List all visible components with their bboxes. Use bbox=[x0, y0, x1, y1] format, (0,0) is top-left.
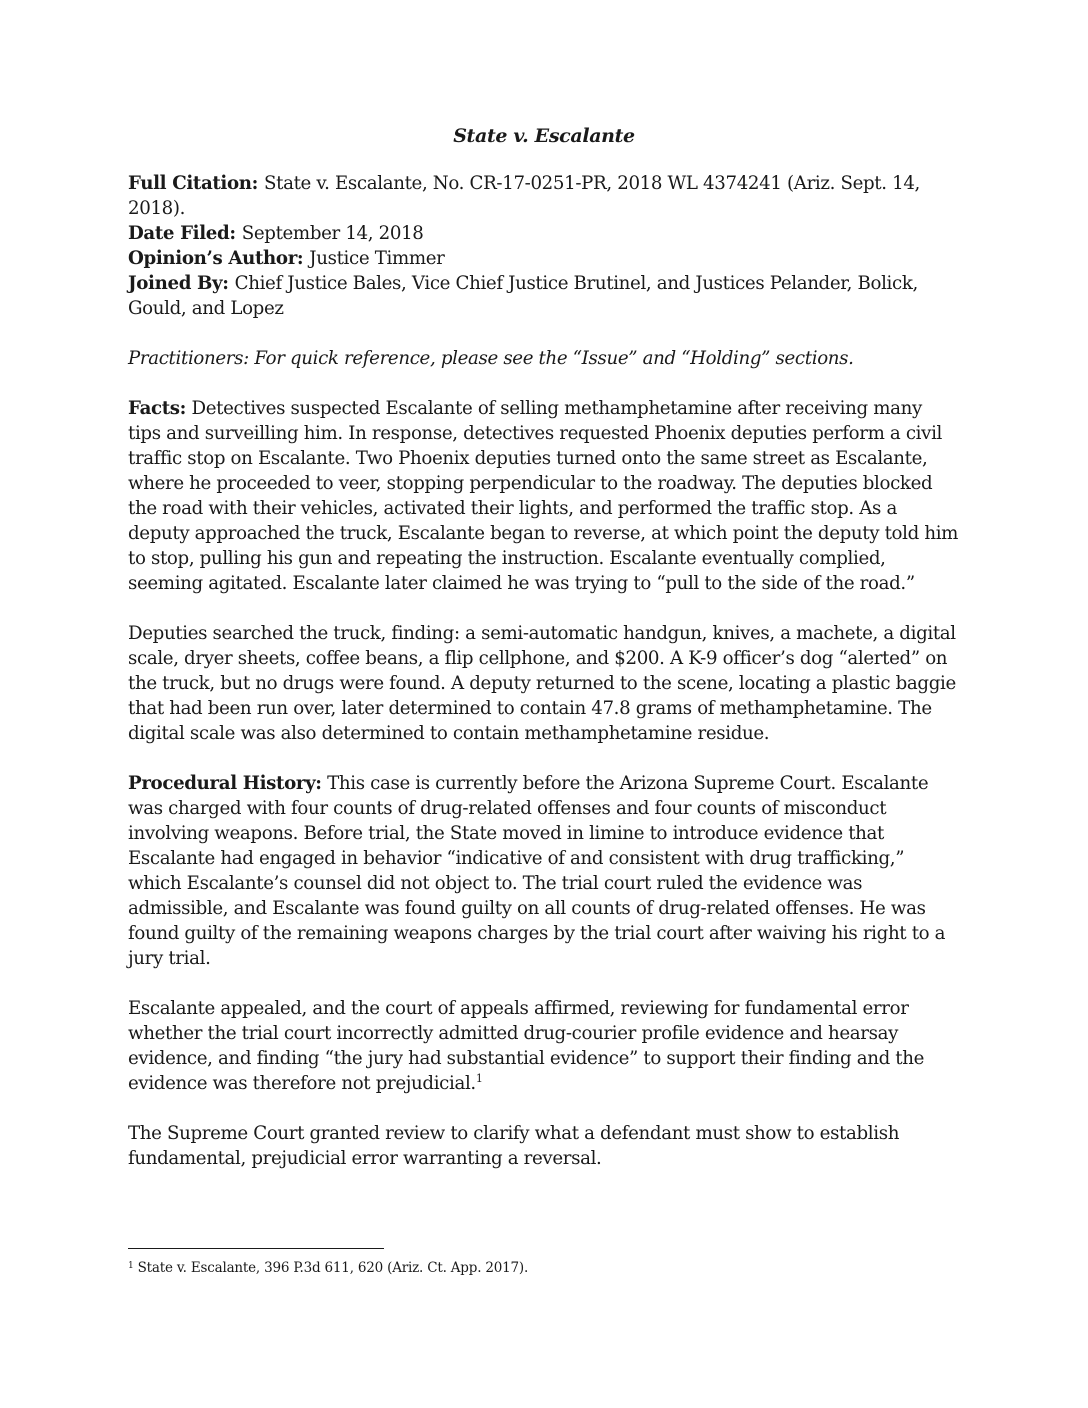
facts-paragraph-2: Deputies searched the truck, finding: a semi-automatic handgun, knives, a machete, a digital scale, dryer sheets, coffee beans, a flip cellphone, and $200. A K-9 officer’s dog “alerted” on the truck, but no drugs were found. A deputy returned to the scene, locating a plastic baggie that had been run over, later determined to contain 47.8 grams of methamphetamine. The digital scale was also determined to contain methamphetamine residue. bbox=[128, 623, 956, 744]
footnote bbox=[128, 1259, 960, 1277]
procedural-history-label: Procedural History: bbox=[128, 773, 322, 794]
footnote-number: 1 bbox=[128, 1261, 134, 1271]
supreme-court-paragraph: The Supreme Court granted review to clarify what a defendant must show to establish fundamental, prejudicial error warranting a reversal. bbox=[128, 1123, 900, 1169]
appeal-paragraph bbox=[128, 996, 960, 1096]
procedural-history-paragraph bbox=[128, 771, 960, 971]
full-citation bbox=[128, 171, 960, 221]
procedural-history-text: This case is currently before the Arizona Supreme Court. Escalante was charged with four counts of drug-related offenses and four counts of misconduct involving weapons. Before trial, the State moved in limine to introduce evidence that Escalante had engaged in behavior “indicative of and consistent with drug trafficking,” which Escalante’s counsel did not object to. The trial court ruled the evidence was admissible, and Escalante was found guilty on all counts of drug-related offenses. He was found guilty of the remaining weapons charges by the trial court after waiving his right to a jury trial. bbox=[128, 773, 946, 969]
joined-by bbox=[128, 271, 960, 321]
full-citation-label: Full Citation: bbox=[128, 173, 259, 194]
joined-by-value: Chief Justice Bales, Vice Chief Justice Brutinel, and Justices Pelander, Bolick, Gould, and Lopez bbox=[128, 273, 918, 319]
facts-paragraph bbox=[128, 396, 960, 596]
practitioners-note: Practitioners: For quick reference, please see the “Issue” and “Holding” sections. bbox=[128, 348, 854, 369]
case-title: State v. Escalante bbox=[453, 125, 635, 147]
date-filed-value: September 14, 2018 bbox=[241, 223, 424, 244]
facts-label: Facts: bbox=[128, 398, 187, 419]
opinion-author-label: Opinion’s Author: bbox=[128, 248, 304, 269]
date-filed-label: Date Filed: bbox=[128, 223, 236, 244]
full-citation-value: State v. Escalante, No. CR-17-0251-PR, 2018 WL 4374241 (Ariz. Sept. 14, 2018). bbox=[128, 173, 920, 219]
joined-by-label: Joined By: bbox=[128, 273, 229, 294]
appeal-text: Escalante appealed, and the court of appeals affirmed, reviewing for fundamental error whether the trial court incorrectly admitted drug-courier profile evidence and hearsay evidence, and finding “the jury had substantial evidence” to support their finding and the evidence was therefore not prejudicial. bbox=[128, 998, 925, 1094]
facts-text: Detectives suspected Escalante of selling methamphetamine after receiving many tips and surveilling him. In response, detectives requested Phoenix deputies perform a civil traffic stop on Escalante. Two Phoenix deputies turned onto the same street as Escalante, where he proceeded to veer, stopping perpendicular to the roadway. The deputies blocked the road with their vehicles, activated their lights, and performed the traffic stop. As a deputy approached the truck, Escalante began to reverse, at which point the deputy told him to stop, pulling his gun and repeating the instruction. Escalante eventually complied, seeming agitated. Escalante later claimed he was trying to “pull to the side of the road.” bbox=[128, 398, 959, 594]
opinion-author-value: Justice Timmer bbox=[309, 248, 445, 269]
footnote-text: State v. Escalante, 396 P.3d 611, 620 (Ariz. Ct. App. 2017). bbox=[137, 1260, 529, 1276]
date-filed bbox=[128, 221, 960, 246]
footnote-divider bbox=[128, 1248, 384, 1249]
document-body bbox=[128, 124, 960, 1196]
footnote-reference[interactable]: 1 bbox=[475, 1072, 483, 1085]
case-metadata bbox=[128, 171, 960, 321]
opinion-author bbox=[128, 246, 960, 271]
